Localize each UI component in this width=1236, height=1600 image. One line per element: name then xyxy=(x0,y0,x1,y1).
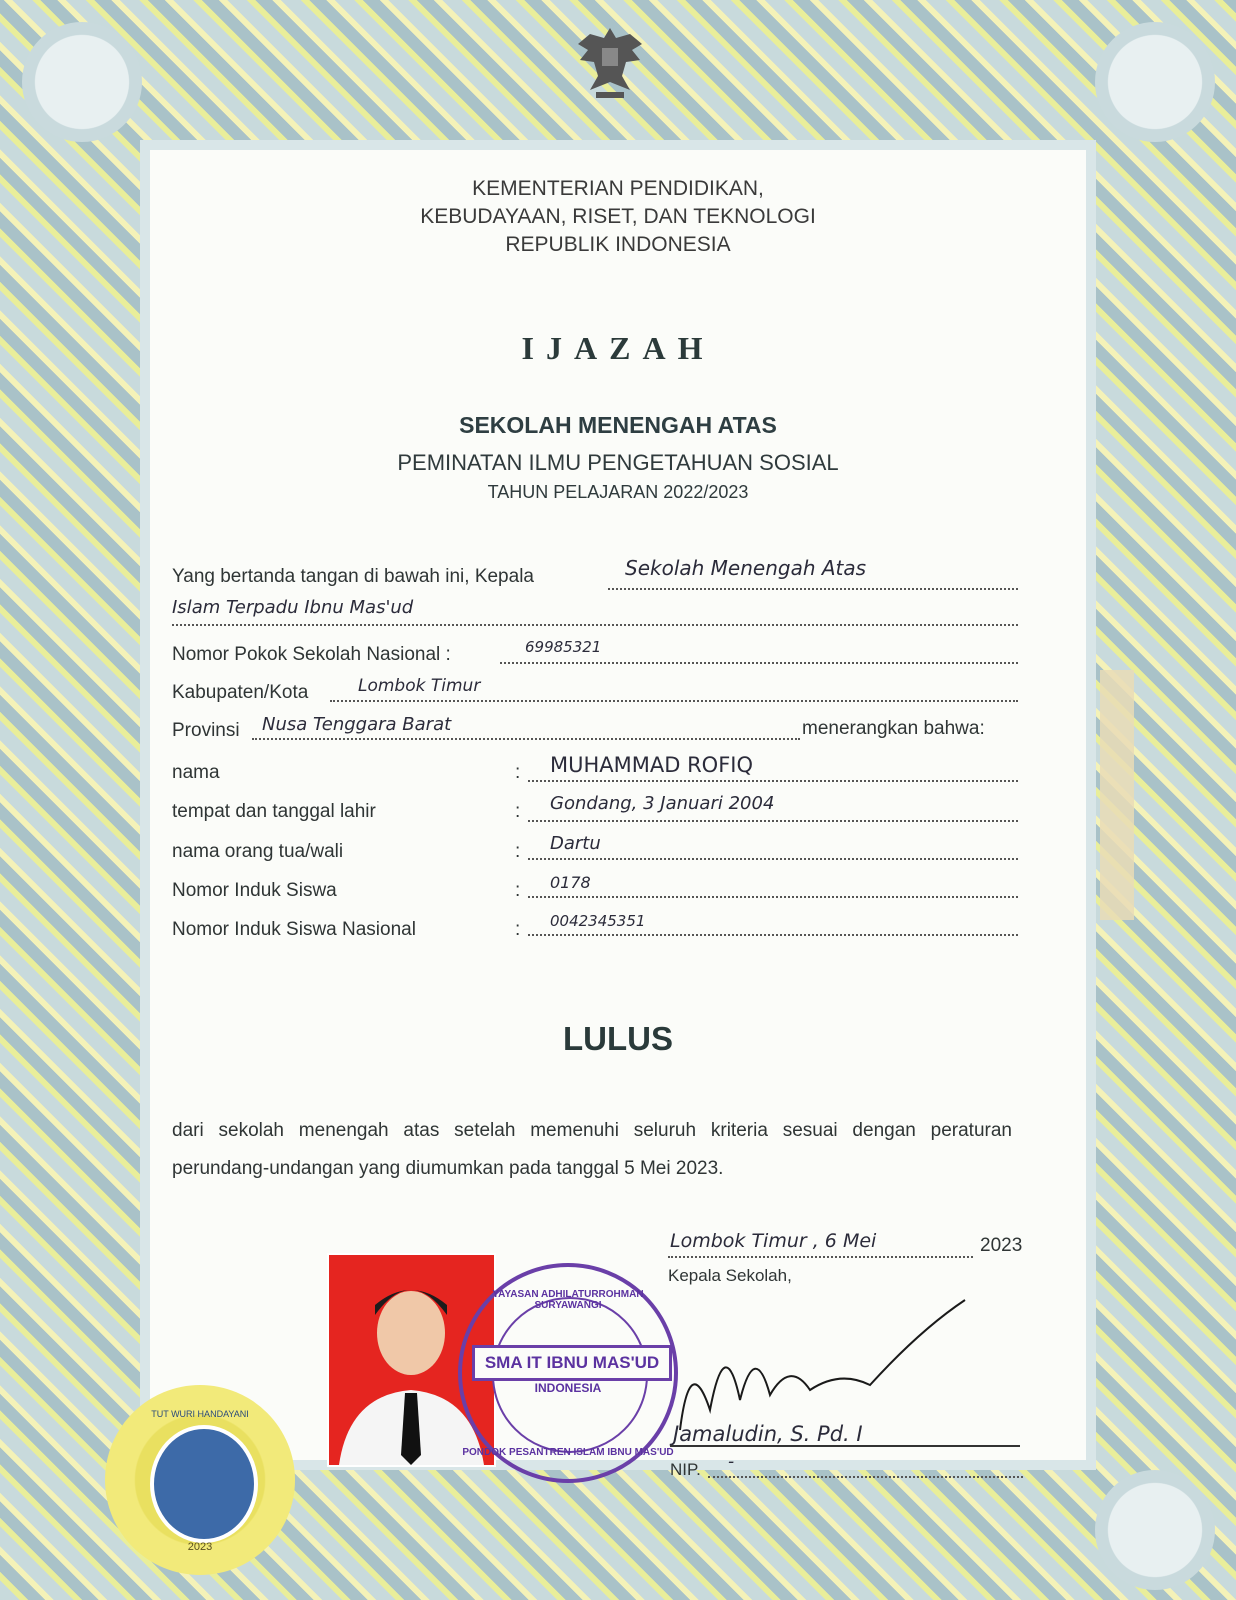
dotted-line xyxy=(608,588,1018,590)
seal-year: 2023 xyxy=(187,1541,213,1553)
principal-name: Jamaludin, S. Pd. I xyxy=(673,1422,863,1446)
kabupaten-label: Kabupaten/Kota xyxy=(172,682,309,703)
school-stamp xyxy=(458,1263,678,1483)
stamp-country: INDONESIA xyxy=(534,1381,602,1395)
nis-label: Nomor Induk Siswa xyxy=(172,880,337,901)
nisn-value: 0042345351 xyxy=(550,912,646,930)
signature-role: Kepala Sekolah, xyxy=(668,1266,792,1285)
orang-tua-label: nama orang tua/wali xyxy=(172,841,344,862)
graduation-status: LULUS xyxy=(563,1020,673,1057)
colon: : xyxy=(515,841,521,862)
peminatan: PEMINATAN ILMU PENGETAHUAN SOSIAL xyxy=(397,450,839,475)
kabupaten-value: Lombok Timur xyxy=(358,676,481,696)
stamp-top-text: YAYASAN ADHILATURROHMAN SURYAWANGI xyxy=(492,1289,644,1311)
school-name-line-1: Sekolah Menengah Atas xyxy=(625,556,867,580)
nama-value: MUHAMMAD ROFIQ xyxy=(550,753,754,777)
nisn-label: Nomor Induk Siswa Nasional xyxy=(172,919,416,940)
signature-line xyxy=(670,1445,1020,1447)
tut-wuri-seal xyxy=(105,1385,295,1575)
stamp-bottom-text: PONDOK PESANTREN ISLAM IBNU MAS'UD xyxy=(462,1447,674,1458)
ministry-heading xyxy=(0,175,1236,259)
stamp-label: SMA IT IBNU MAS'UD xyxy=(472,1345,672,1381)
dotted-line xyxy=(708,1476,1023,1478)
dotted-line xyxy=(528,934,1018,936)
nip-label: NIP. xyxy=(670,1460,701,1479)
colon: : xyxy=(515,801,521,822)
school-name-line-2: Islam Terpadu Ibnu Mas'ud xyxy=(172,597,414,618)
nis-value: 0178 xyxy=(550,873,591,892)
ttl-value: Gondang, 3 Januari 2004 xyxy=(550,793,775,814)
menerangkan-label: menerangkan bahwa: xyxy=(802,718,985,739)
dotted-line xyxy=(528,820,1018,822)
ttl-label: tempat dan tanggal lahir xyxy=(172,801,376,822)
dotted-line xyxy=(528,896,1018,898)
corner-medallion-bottom-right xyxy=(1095,1470,1215,1590)
npsn-label: Nomor Pokok Sekolah Nasional : xyxy=(172,644,451,665)
colon: : xyxy=(515,919,521,940)
dotted-line xyxy=(528,780,1018,782)
corner-medallion-top-left xyxy=(22,22,142,142)
dotted-line xyxy=(528,858,1018,860)
school-type: SEKOLAH MENENGAH ATAS xyxy=(459,412,777,438)
dotted-line xyxy=(252,738,800,740)
seal-motto: TUT WURI HANDAYANI xyxy=(151,1409,249,1419)
npsn-value: 69985321 xyxy=(525,638,602,656)
garuda-emblem-icon xyxy=(570,20,650,105)
corner-medallion-top-right xyxy=(1095,22,1215,142)
signature-place-date: Lombok Timur , 6 Mei xyxy=(670,1230,877,1252)
provinsi-label: Provinsi xyxy=(172,720,240,741)
nama-label: nama xyxy=(172,762,220,783)
colon: : xyxy=(515,880,521,901)
ministry-line-1: KEMENTERIAN PENDIDIKAN, xyxy=(472,177,764,200)
serial-number-strip xyxy=(1100,670,1134,920)
ministry-line-3: REPUBLIK INDONESIA xyxy=(505,233,731,256)
dotted-line xyxy=(668,1256,973,1258)
colon: : xyxy=(515,762,521,783)
dotted-line xyxy=(172,624,1018,626)
nip-value: - xyxy=(728,1452,735,1472)
academic-year: TAHUN PELAJARAN 2022/2023 xyxy=(487,482,749,502)
signature-year: 2023 xyxy=(980,1235,1023,1256)
intro-label: Yang bertanda tangan di bawah ini, Kepala xyxy=(172,566,534,587)
provinsi-value: Nusa Tenggara Barat xyxy=(262,714,452,735)
ministry-line-2: KEBUDAYAAN, RISET, DAN TEKNOLOGI xyxy=(420,205,816,228)
tut-wuri-handayani-logo-icon xyxy=(150,1425,258,1543)
certificate-title: IJAZAH xyxy=(521,330,715,366)
dotted-line xyxy=(330,700,1018,702)
orang-tua-value: Dartu xyxy=(550,833,601,854)
graduation-paragraph: dari sekolah menengah atas setelah memenuhi seluruh kriteria sesuai dengan peraturan perundang-undangan yang diumumkan pada tanggal 5 Mei 2023. xyxy=(172,1120,1012,1179)
dotted-line xyxy=(500,662,1018,664)
